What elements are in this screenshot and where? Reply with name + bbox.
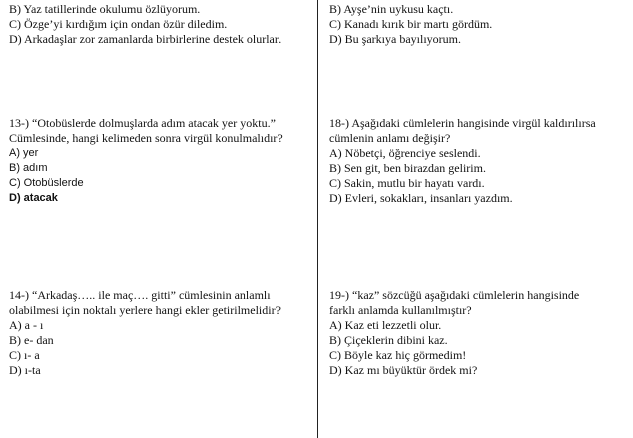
option-c: C) Özge’yi kırdığım için ondan özür diledim. <box>9 17 228 31</box>
question-14-stem-line-1: 14-) “Arkadaş….. ile maç…. gitti” cümlesinin anlamlı <box>9 288 271 302</box>
question-19 <box>329 288 629 378</box>
option-d: D) Evleri, sokakları, insanları yazdım. <box>329 191 513 205</box>
option-c: C) Böyle kaz hiç görmedim! <box>329 348 467 362</box>
option-a: A) a - ı <box>9 318 44 332</box>
question-18-stem-line-2: cümlenin anlamı değişir? <box>329 131 451 145</box>
option-c: C) Kanadı kırık bir martı gördüm. <box>329 17 493 31</box>
previous-question-options <box>9 2 309 47</box>
option-c: C) Sakin, mutlu bir hayatı vardı. <box>329 176 485 190</box>
option-b: B) Yaz tatillerinde okulumu özlüyorum. <box>9 2 201 16</box>
option-b: B) Çiçeklerin dibini kaz. <box>329 333 448 347</box>
option-c: C) Otobüslerde <box>9 177 84 189</box>
option-d: D) Arkadaşlar zor zamanlarda birbirlerine destek olurlar. <box>9 32 282 46</box>
option-b: B) adım <box>9 162 48 174</box>
previous-question-options <box>329 2 629 47</box>
question-13-stem-line-2: Cümlesinde, hangi kelimeden sonra virgül konulmalıdır? <box>9 131 283 145</box>
option-d: D) ı-ta <box>9 363 41 377</box>
option-a: A) Kaz eti lezzetli olur. <box>329 318 442 332</box>
question-13 <box>9 116 309 206</box>
question-14-stem-line-2: olabilmesi için noktalı yerlere hangi ekler getirilmelidir? <box>9 303 281 317</box>
option-d: D) atacak <box>9 192 58 204</box>
option-d: D) Kaz mı büyüktür ördek mi? <box>329 363 478 377</box>
question-19-stem-line-2: farklı anlamda kullanılmıştır? <box>329 303 472 317</box>
option-b: B) e- dan <box>9 333 54 347</box>
question-14 <box>9 288 309 378</box>
option-c: C) ı- a <box>9 348 40 362</box>
question-13-stem-line-1: 13-) “Otobüslerde dolmuşlarda adım atacak yer yoktu.” <box>9 116 276 130</box>
column-divider <box>317 0 318 438</box>
option-d: D) Bu şarkıya bayılıyorum. <box>329 32 461 46</box>
question-18-stem-line-1: 18-) Aşağıdaki cümlelerin hangisinde virgül kaldırılırsa <box>329 116 596 130</box>
option-a: A) Nöbetçi, öğrenciye seslendi. <box>329 146 481 160</box>
question-19-stem-line-1: 19-) “kaz” sözcüğü aşağıdaki cümlelerin hangisinde <box>329 288 580 302</box>
option-b: B) Sen git, ben birazdan gelirim. <box>329 161 486 175</box>
option-a: A) yer <box>9 147 39 159</box>
option-b: B) Ayşe’nin uykusu kaçtı. <box>329 2 454 16</box>
question-18 <box>329 116 629 206</box>
